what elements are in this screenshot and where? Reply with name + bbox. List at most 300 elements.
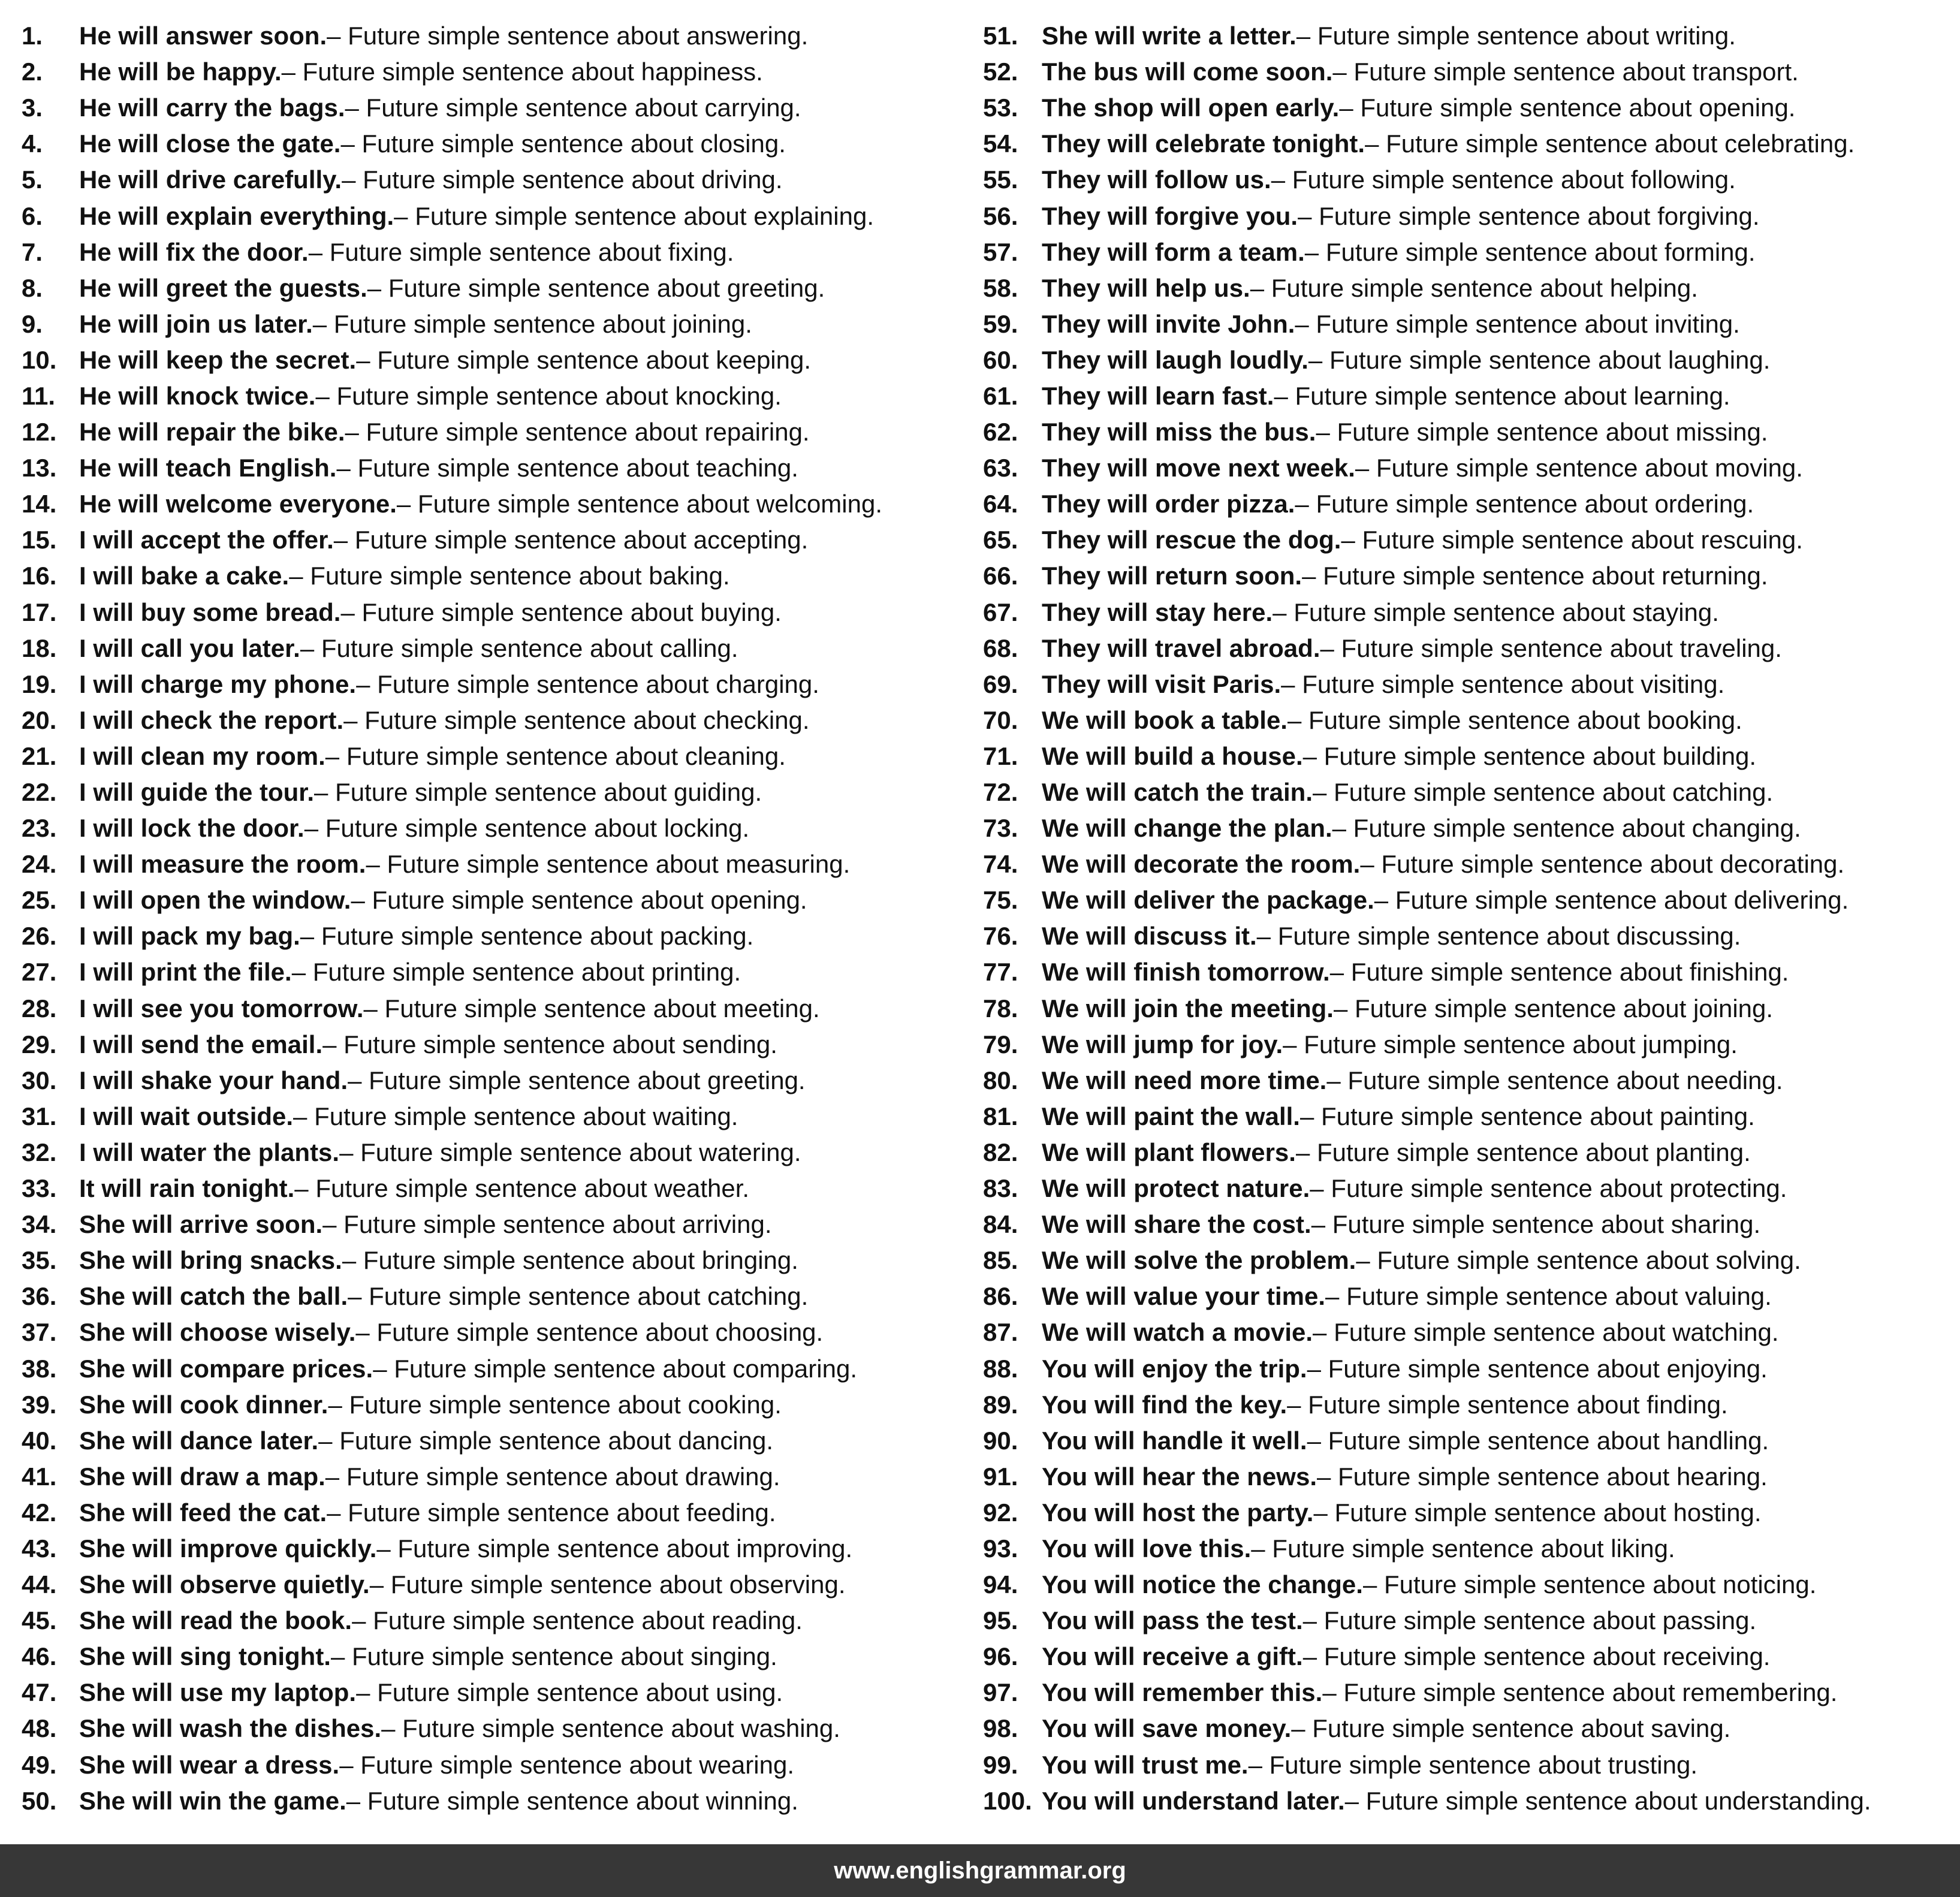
example-sentence: She will win the game. [79,1786,346,1815]
sentence-description: – Future simple sentence about rescuing. [1341,526,1803,554]
item-number: 13. [22,454,57,482]
sentence-description: – Future simple sentence about joining. [1333,994,1774,1023]
example-sentence: They will travel abroad. [1042,634,1320,662]
list-item [22,1603,993,1639]
item-number: 46. [22,1642,57,1671]
item-number: 43. [22,1534,57,1563]
item-number: 68. [983,634,1018,662]
list-item [983,1027,1954,1063]
list-item [983,198,1954,234]
list-item [22,1531,993,1567]
sentence-description: – Future simple sentence about trusting. [1248,1750,1698,1779]
sentence-description: – Future simple sentence about inviting. [1295,309,1740,338]
item-number: 97. [983,1678,1018,1707]
list-item [983,631,1954,666]
sentence-list-left-column [22,18,993,1819]
example-sentence: You will save money. [1042,1714,1292,1743]
sentence-description: – Future simple sentence about bringing. [342,1246,798,1275]
item-number: 56. [983,201,1018,230]
item-number: 55. [983,165,1018,194]
example-sentence: They will follow us. [1042,165,1271,194]
example-sentence: He will keep the secret. [79,345,357,374]
example-sentence: They will miss the bus. [1042,418,1316,447]
example-sentence: He will join us later. [79,309,313,338]
list-item [983,1423,1954,1459]
list-item [22,522,993,558]
item-number: 76. [983,922,1018,951]
example-sentence: They will return soon. [1042,562,1302,590]
example-sentence: She will compare prices. [79,1354,373,1383]
sentence-description: – Future simple sentence about accepting. [333,526,809,554]
list-item [983,342,1954,378]
example-sentence: He will answer soon. [79,22,327,50]
example-sentence: You will remember this. [1042,1678,1323,1707]
item-number: 7. [22,237,43,266]
item-number: 85. [983,1246,1018,1275]
list-item [983,54,1954,90]
item-number: 33. [22,1174,57,1203]
example-sentence: You will notice the change. [1042,1570,1363,1599]
list-item [983,1207,1954,1242]
list-item [22,1567,993,1603]
sentence-description: – Future simple sentence about driving. [342,165,783,194]
sentence-description: – Future simple sentence about missing. [1316,418,1768,447]
list-item [983,486,1954,522]
sentence-description: – Future simple sentence about winning. [346,1786,798,1815]
sentence-description: – Future simple sentence about happiness. [281,58,763,86]
item-number: 39. [22,1390,57,1419]
item-number: 51. [983,22,1018,50]
sentence-description: – Future simple sentence about finding. [1287,1390,1728,1419]
sentence-description: – Future simple sentence about guiding. [314,778,762,807]
example-sentence: I will call you later. [79,634,300,662]
sentence-description: – Future simple sentence about celebrating. [1365,129,1855,158]
item-number: 63. [983,454,1018,482]
sentence-description: – Future simple sentence about explaining. [394,201,875,230]
sentence-description: – Future simple sentence about transport. [1332,58,1799,86]
list-item [22,1783,993,1819]
list-item [22,1171,993,1207]
list-item [983,558,1954,594]
item-number: 77. [983,958,1018,987]
sentence-description: – Future simple sentence about sending. [322,1030,777,1058]
example-sentence: I will water the plants. [79,1138,340,1166]
example-sentence: He will teach English. [79,454,337,482]
sentence-description: – Future simple sentence about closing. [340,129,786,158]
sentence-description: – Future simple sentence about catching. [348,1282,809,1311]
item-number: 49. [22,1750,57,1779]
list-item [983,18,1954,54]
sentence-description: – Future simple sentence about following. [1271,165,1736,194]
sentence-description: – Future simple sentence about building. [1302,741,1757,770]
item-number: 100. [983,1786,1032,1815]
sentence-description: – Future simple sentence about laughing. [1308,345,1771,374]
item-number: 61. [983,381,1018,410]
list-item [983,1278,1954,1314]
list-item [22,954,993,990]
list-item [983,846,1954,882]
sentence-description: – Future simple sentence about staying. [1273,598,1719,626]
sentence-description: – Future simple sentence about finishing. [1329,958,1789,987]
list-item [983,414,1954,450]
sentence-description: – Future simple sentence about passing. [1302,1606,1757,1635]
sentence-description: – Future simple sentence about dancing. [318,1426,773,1455]
item-number: 21. [22,741,57,770]
item-number: 42. [22,1498,57,1527]
example-sentence: I will buy some bread. [79,598,341,626]
sentence-description: – Future simple sentence about booking. [1287,705,1742,734]
list-item [22,54,993,90]
sentence-description: – Future simple sentence about protecting. [1310,1174,1787,1203]
example-sentence: They will rescue the dog. [1042,526,1341,554]
list-item [22,595,993,631]
sentence-description: – Future simple sentence about visiting. [1281,669,1725,698]
example-sentence: We will build a house. [1042,741,1303,770]
example-sentence: They will laugh loudly. [1042,345,1308,374]
sentence-description: – Future simple sentence about discussing. [1256,922,1741,951]
example-sentence: The bus will come soon. [1042,58,1333,86]
list-item [983,1567,1954,1603]
example-sentence: We will change the plan. [1042,814,1332,843]
sentence-description: – Future simple sentence about waiting. [293,1102,738,1130]
example-sentence: He will welcome everyone. [79,490,397,518]
list-item [22,198,993,234]
example-sentence: She will feed the cat. [79,1498,327,1527]
sentence-description: – Future simple sentence about solving. [1356,1246,1801,1275]
item-number: 71. [983,741,1018,770]
list-item [983,1531,1954,1567]
example-sentence: She will wash the dishes. [79,1714,382,1743]
item-number: 12. [22,418,57,447]
item-number: 88. [983,1354,1018,1383]
list-item [983,1242,1954,1278]
sentence-description: – Future simple sentence about knocking. [315,381,782,410]
sentence-description: – Future simple sentence about baking. [289,562,730,590]
item-number: 22. [22,778,57,807]
sentence-description: – Future simple sentence about charging. [356,669,819,698]
item-number: 58. [983,273,1018,302]
example-sentence: I will shake your hand. [79,1066,348,1094]
sentence-description: – Future simple sentence about locking. [304,814,750,843]
sentence-description: – Future simple sentence about calling. [300,634,738,662]
sentence-description: – Future simple sentence about saving. [1291,1714,1731,1743]
example-sentence: They will form a team. [1042,237,1305,266]
item-number: 98. [983,1714,1018,1743]
list-item [22,342,993,378]
item-number: 67. [983,598,1018,626]
list-item [22,774,993,810]
sentence-description: – Future simple sentence about receiving. [1302,1642,1771,1671]
list-item [983,1350,1954,1386]
example-sentence: They will celebrate tonight. [1042,129,1365,158]
list-item [983,595,1954,631]
list-item [983,306,1954,342]
sentence-description: – Future simple sentence about packing. [300,922,754,951]
sentence-description: – Future simple sentence about meeting. [363,994,820,1023]
example-sentence: She will dance later. [79,1426,319,1455]
example-sentence: You will pass the test. [1042,1606,1303,1635]
list-item [983,882,1954,918]
example-sentence: She will catch the ball. [79,1282,348,1311]
list-item [22,18,993,54]
item-number: 80. [983,1066,1018,1094]
list-item [983,90,1954,126]
item-number: 73. [983,814,1018,843]
sentence-description: – Future simple sentence about moving. [1355,454,1803,482]
list-item [22,1099,993,1135]
example-sentence: She will read the book. [79,1606,352,1635]
sentence-description: – Future simple sentence about using. [356,1678,783,1707]
list-item [983,1675,1954,1711]
list-item [22,558,993,594]
sentence-description: – Future simple sentence about weather. [294,1174,750,1203]
sentence-description: – Future simple sentence about remembering. [1322,1678,1838,1707]
list-item [22,738,993,774]
item-number: 36. [22,1282,57,1311]
item-number: 53. [983,94,1018,122]
list-item [22,450,993,486]
list-item [983,810,1954,846]
example-sentence: She will use my laptop. [79,1678,357,1707]
example-sentence: I will print the file. [79,958,292,987]
example-sentence: I will charge my phone. [79,669,357,698]
item-number: 81. [983,1102,1018,1130]
example-sentence: I will open the window. [79,886,351,915]
list-item [983,774,1954,810]
sentence-description: – Future simple sentence about watching. [1313,1318,1779,1347]
list-item [22,846,993,882]
sentence-description: – Future simple sentence about traveling. [1320,634,1782,662]
sentence-description: – Future simple sentence about opening. [1339,94,1796,122]
item-number: 1. [22,22,43,50]
list-item [22,1495,993,1531]
list-item [983,162,1954,198]
list-item [983,270,1954,306]
sentence-description: – Future simple sentence about observing. [369,1570,846,1599]
item-number: 79. [983,1030,1018,1058]
list-item [983,666,1954,702]
item-number: 57. [983,237,1018,266]
item-number: 69. [983,669,1018,698]
sentence-list-right-column [983,18,1954,1819]
list-item [983,1387,1954,1423]
list-item [22,1063,993,1099]
sentence-description: – Future simple sentence about arriving. [322,1210,772,1239]
item-number: 28. [22,994,57,1023]
example-sentence: I will bake a cake. [79,562,290,590]
example-sentence: We will plant flowers. [1042,1138,1296,1166]
sentence-description: – Future simple sentence about planting. [1295,1138,1751,1166]
sentence-description: – Future simple sentence about hearing. [1317,1462,1768,1491]
sentence-description: – Future simple sentence about carrying. [345,94,801,122]
example-sentence: We will book a table. [1042,705,1287,734]
list-item [22,1135,993,1171]
item-number: 48. [22,1714,57,1743]
list-item [22,991,993,1027]
footer-bar [0,1844,1960,1897]
item-number: 24. [22,850,57,879]
list-item [22,1711,993,1747]
list-item [22,1278,993,1314]
sentence-description: – Future simple sentence about sharing. [1311,1210,1761,1239]
example-sentence: She will cook dinner. [79,1390,328,1419]
item-number: 70. [983,705,1018,734]
item-number: 38. [22,1354,57,1383]
item-number: 40. [22,1426,57,1455]
item-number: 14. [22,490,57,518]
item-number: 6. [22,201,43,230]
example-sentence: We will jump for joy. [1042,1030,1283,1058]
item-number: 2. [22,58,43,86]
sentence-description: – Future simple sentence about helping. [1250,273,1698,302]
item-number: 18. [22,634,57,662]
example-sentence: You will hear the news. [1042,1462,1317,1491]
example-sentence: You will love this. [1042,1534,1252,1563]
item-number: 3. [22,94,43,122]
example-sentence: I will lock the door. [79,814,304,843]
example-sentence: She will arrive soon. [79,1210,323,1239]
sentence-description: – Future simple sentence about hosting. [1313,1498,1762,1527]
example-sentence: She will draw a map. [79,1462,325,1491]
example-sentence: They will learn fast. [1042,381,1274,410]
list-item [22,1675,993,1711]
item-number: 52. [983,58,1018,86]
item-number: 5. [22,165,43,194]
item-number: 84. [983,1210,1018,1239]
example-sentence: We will join the meeting. [1042,994,1334,1023]
item-number: 93. [983,1534,1018,1563]
list-item [983,1747,1954,1783]
list-item [22,1387,993,1423]
example-sentence: He will explain everything. [79,201,394,230]
list-item [22,1027,993,1063]
example-sentence: We will catch the train. [1042,778,1313,807]
list-item [22,1423,993,1459]
list-item [22,486,993,522]
example-sentence: He will greet the guests. [79,273,367,302]
item-number: 25. [22,886,57,915]
item-number: 37. [22,1318,57,1347]
example-sentence: You will enjoy the trip. [1042,1354,1307,1383]
item-number: 29. [22,1030,57,1058]
list-item [983,1171,1954,1207]
item-number: 82. [983,1138,1018,1166]
list-item [983,1063,1954,1099]
footer-website: www.englishgrammar.org [834,1857,1126,1884]
sentence-description: – Future simple sentence about fixing. [308,237,734,266]
sentence-description: – Future simple sentence about changing. [1332,814,1801,843]
list-item [22,702,993,738]
list-item [983,738,1954,774]
example-sentence: We will deliver the package. [1042,886,1374,915]
item-number: 87. [983,1318,1018,1347]
item-number: 92. [983,1498,1018,1527]
example-sentence: It will rain tonight. [79,1174,295,1203]
item-number: 83. [983,1174,1018,1203]
example-sentence: We will solve the problem. [1042,1246,1356,1275]
item-number: 59. [983,309,1018,338]
sentence-description: – Future simple sentence about ordering. [1295,490,1754,518]
item-number: 60. [983,345,1018,374]
sentence-description: – Future simple sentence about cleaning. [325,741,786,770]
list-item [22,162,993,198]
item-number: 90. [983,1426,1018,1455]
item-number: 44. [22,1570,57,1599]
item-number: 64. [983,490,1018,518]
sentence-description: – Future simple sentence about reading. [352,1606,803,1635]
list-item [22,631,993,666]
sentence-description: – Future simple sentence about needing. [1326,1066,1783,1094]
list-item [983,1603,1954,1639]
example-sentence: She will bring snacks. [79,1246,342,1275]
list-item [22,666,993,702]
example-sentence: I will pack my bag. [79,922,300,951]
item-number: 74. [983,850,1018,879]
example-sentence: You will receive a gift. [1042,1642,1303,1671]
example-sentence: They will visit Paris. [1042,669,1281,698]
example-sentence: They will invite John. [1042,309,1295,338]
list-item [983,234,1954,270]
item-number: 35. [22,1246,57,1275]
sentence-description: – Future simple sentence about printing. [291,958,741,987]
sentence-description: – Future simple sentence about wearing. [339,1750,794,1779]
item-number: 26. [22,922,57,951]
sentence-description: – Future simple sentence about singing. [330,1642,777,1671]
example-sentence: He will be happy. [79,58,282,86]
item-number: 17. [22,598,57,626]
example-sentence: We will watch a movie. [1042,1318,1313,1347]
sentence-description: – Future simple sentence about improving. [376,1534,853,1563]
sentence-description: – Future simple sentence about writing. [1296,22,1736,50]
example-sentence: You will host the party. [1042,1498,1314,1527]
list-item [22,90,993,126]
sentence-description: – Future simple sentence about checking. [343,705,810,734]
item-number: 65. [983,526,1018,554]
list-item [983,1135,1954,1171]
sentence-description: – Future simple sentence about answering. [327,22,809,50]
item-number: 95. [983,1606,1018,1635]
example-sentence: We will finish tomorrow. [1042,958,1330,987]
list-item [22,270,993,306]
example-sentence: We will need more time. [1042,1066,1327,1094]
item-number: 16. [22,562,57,590]
sentence-description: – Future simple sentence about opening. [351,886,807,915]
example-sentence: We will discuss it. [1042,922,1257,951]
sentence-description: – Future simple sentence about feeding. [327,1498,776,1527]
list-item [22,1314,993,1350]
example-sentence: We will paint the wall. [1042,1102,1300,1130]
example-sentence: The shop will open early. [1042,94,1340,122]
item-number: 54. [983,129,1018,158]
item-number: 66. [983,562,1018,590]
example-sentence: I will guide the tour. [79,778,315,807]
item-number: 4. [22,129,43,158]
example-sentence: We will protect nature. [1042,1174,1310,1203]
list-item [22,1747,993,1783]
list-item [22,1242,993,1278]
list-item [22,918,993,954]
example-sentence: I will check the report. [79,705,344,734]
example-sentence: They will help us. [1042,273,1250,302]
list-item [983,954,1954,990]
example-sentence: He will drive carefully. [79,165,342,194]
item-number: 72. [983,778,1018,807]
sentence-description: – Future simple sentence about drawing. [325,1462,780,1491]
list-item [983,1099,1954,1135]
sentence-description: – Future simple sentence about comparing. [373,1354,857,1383]
item-number: 30. [22,1066,57,1094]
sentence-description: – Future simple sentence about understanding. [1344,1786,1871,1815]
